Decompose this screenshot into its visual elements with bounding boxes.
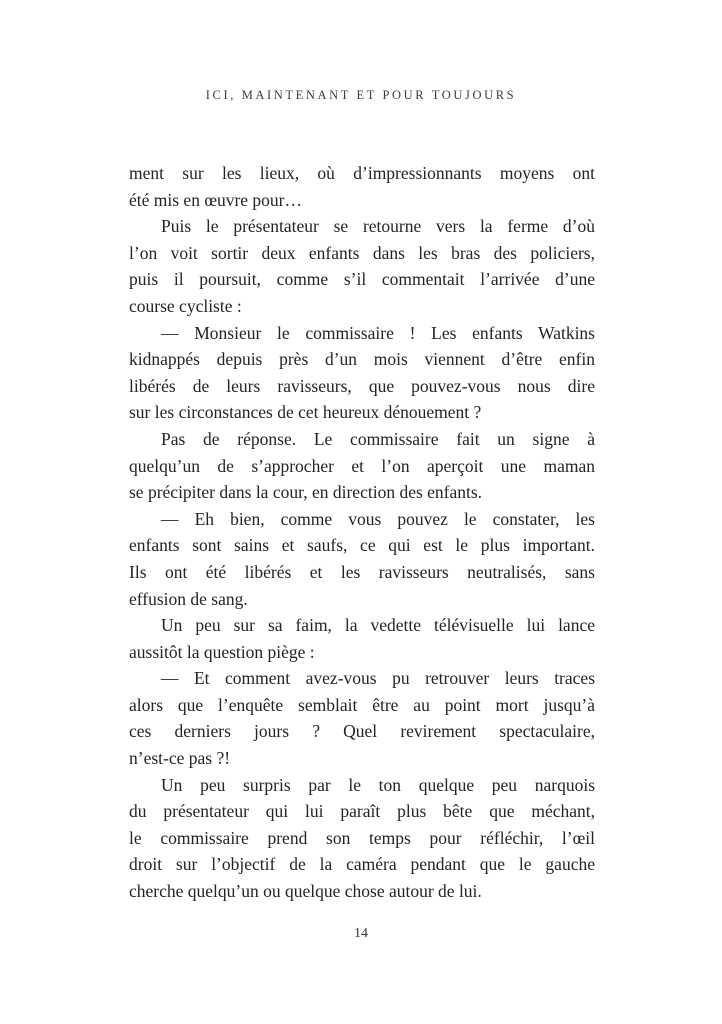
text-line: quelqu’un de s’approcher et l’on aperçoit une maman [129,455,595,476]
paragraph [129,320,595,426]
text-line: cherche quelqu’un ou quelque chose autour de lui. [129,881,482,902]
text-line: sur les circonstances de cet heureux dénouement ? [129,402,482,423]
page-body [129,160,595,905]
paragraph [129,665,595,771]
text-line: puis il poursuit, comme s’il commentait l’arrivée d’une [129,269,595,290]
text-line: kidnappés depuis près d’un mois viennent d’être enfin [129,349,595,370]
running-header: ICI, MAINTENANT ET POUR TOUJOURS [205,88,517,102]
text-line: Puis le présentateur se retourne vers la ferme d’où [161,216,595,237]
text-line: Un peu sur sa faim, la vedette télévisuelle lui lance [161,615,595,636]
page-number: 14 [354,926,368,941]
paragraph [129,213,595,319]
text-line: — Monsieur le commissaire ! Les enfants Watkins [161,322,595,343]
text-line: Un peu surpris par le ton quelque peu narquois [161,774,595,795]
text-line: — Et comment avez-vous pu retrouver leurs traces [161,668,595,689]
text-line: n’est-ce pas ?! [129,748,231,769]
text-line: — Eh bien, comme vous pouvez le constater, les [161,508,595,529]
text-line: alors que l’enquête semblait être au point mort jusqu’à [129,694,595,715]
text-line: se précipiter dans la cour, en direction des enfants. [129,482,483,503]
text-line: libérés de leurs ravisseurs, que pouvez-vous nous dire [129,375,595,396]
text-line: enfants sont sains et saufs, ce qui est le plus important. [129,535,595,556]
text-line: été mis en œuvre pour… [129,189,303,210]
text-line: course cycliste : [129,295,242,316]
text-line: aussitôt la question piège : [129,641,315,662]
text-line: droit sur l’objectif de la caméra pendant que le gauche [129,854,595,875]
text-line: le commissaire prend son temps pour réfléchir, l’œil [129,827,595,848]
paragraph [129,426,595,506]
paragraph [129,506,595,612]
text-line: ces derniers jours ? Quel revirement spectaculaire, [129,721,595,742]
text-line: effusion de sang. [129,588,248,609]
text-line: Pas de réponse. Le commissaire fait un signe à [161,428,595,449]
text-line: ment sur les lieux, où d’impressionnants moyens ont [129,163,595,183]
paragraph [129,772,595,905]
paragraph [129,612,595,665]
text-line: l’on voit sortir deux enfants dans les bras des policiers, [129,242,595,263]
paragraph [129,160,595,213]
text-line: du présentateur qui lui paraît plus bête que méchant, [129,801,595,822]
text-line: Ils ont été libérés et les ravisseurs neutralisés, sans [129,561,595,582]
